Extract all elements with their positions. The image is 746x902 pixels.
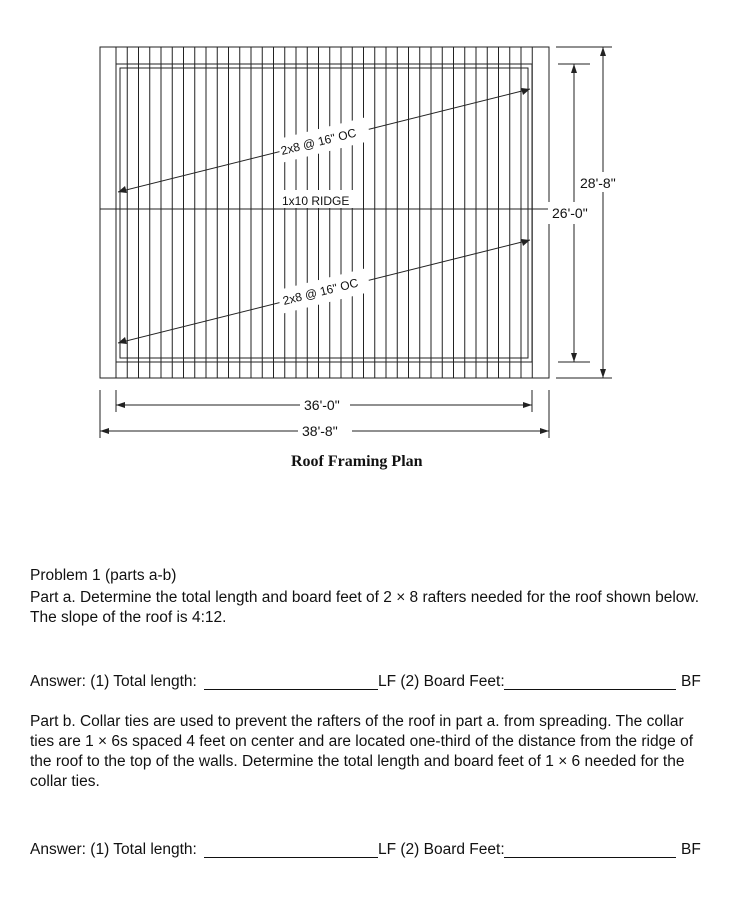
answer-a-length-blank[interactable] xyxy=(204,689,378,690)
answer-b-unit: BF xyxy=(681,841,701,858)
drawing-title: Roof Framing Plan xyxy=(291,453,423,470)
arrowhead xyxy=(571,64,577,73)
arrowhead xyxy=(118,186,127,193)
inner-width-label: 36'-0" xyxy=(304,397,340,413)
answer-b-mid-label: LF (2) Board Feet: xyxy=(378,841,505,858)
arrowhead xyxy=(600,369,606,378)
answer-a-mid-label: LF (2) Board Feet: xyxy=(378,673,505,690)
answer-row-a xyxy=(30,673,700,693)
answer-a-unit: BF xyxy=(681,673,701,690)
problem-part-a: Part a. Determine the total length and board feet of 2 × 8 rafters needed for the roof shown below. The slope of the roof is 4:12. xyxy=(30,589,700,626)
problem-heading: Problem 1 (parts a-b) xyxy=(30,567,177,584)
arrowhead xyxy=(118,337,127,344)
outer-wall-outline xyxy=(100,47,549,378)
arrowhead xyxy=(540,428,549,434)
answer-b-bf-blank[interactable] xyxy=(504,857,676,858)
inner-wall-outline-2 xyxy=(120,68,528,358)
problem-part-b: Part b. Collar ties are used to prevent the rafters of the roof in part a. from spreading. The collar ties are 1 × 6s spaced 4 feet on center and are located one-third of the distance from the ridge of the roof to the top of the walls. Determine the total length and board feet of 1 × 6 needed for the collar ties. xyxy=(30,713,694,790)
arrowhead xyxy=(523,402,532,408)
outer-width-label: 38'-8" xyxy=(302,423,338,439)
answer-a-label: Answer: (1) Total length: xyxy=(30,673,197,690)
rafter-label-top: 2x8 @ 16" OC xyxy=(279,125,358,158)
arrowhead xyxy=(116,402,125,408)
arrowhead xyxy=(521,88,530,95)
answer-b-length-blank[interactable] xyxy=(204,857,378,858)
arrowhead xyxy=(600,47,606,56)
outer-depth-label: 28'-8" xyxy=(580,175,616,191)
inner-wall-outline xyxy=(116,64,532,362)
arrowhead xyxy=(571,353,577,362)
inner-depth-label: 26'-0" xyxy=(552,205,588,221)
ridge-label: 1x10 RIDGE xyxy=(282,194,350,208)
answer-b-label: Answer: (1) Total length: xyxy=(30,841,197,858)
arrowhead xyxy=(100,428,109,434)
rafter-label-bottom: 2x8 @ 16" OC xyxy=(281,275,360,308)
arrowhead xyxy=(521,239,530,246)
answer-row-b xyxy=(30,841,700,861)
answer-a-bf-blank[interactable] xyxy=(504,689,676,690)
